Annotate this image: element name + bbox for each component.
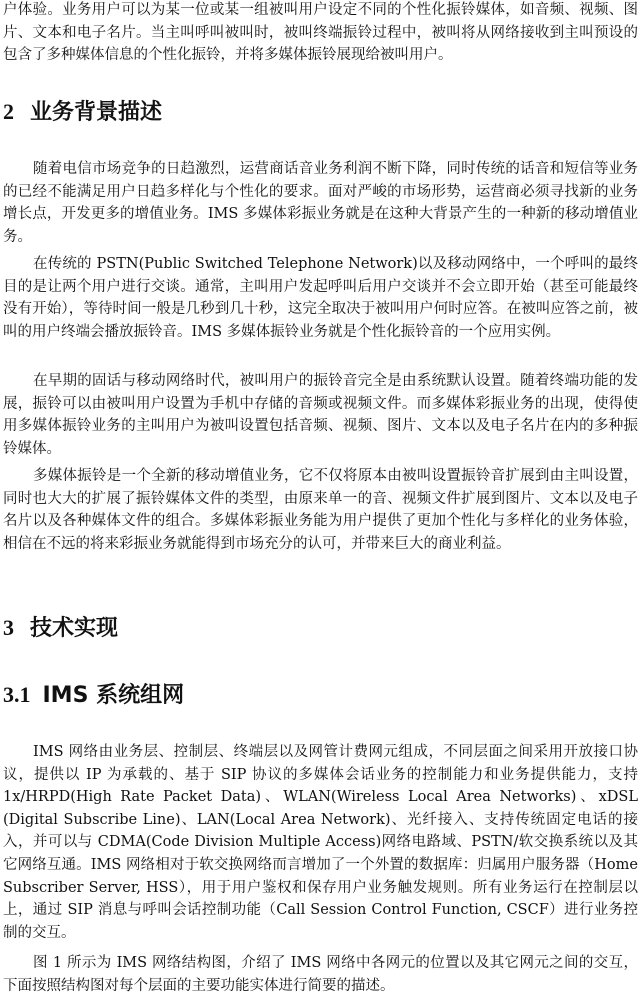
paragraph-background-4: 多媒体振铃是一个全新的移动增值业务，它不仅将原本由被叫设置振铃音扩展到由主叫设置，同时也大大的扩展了振铃媒体文件的类型，由原来单一的音、视频文件扩展到图片、文本以及电子名片以及各种媒体文件的组合。多媒体彩振业务能为用户提供了更加个性化与多样化的业务体验，相信在不远的将来彩振业务就能得到市场充分的认可，并带来巨大的商业利益。 (3, 468, 638, 552)
paragraph-ims-2: 图 1 所示为 IMS 网络结构图，介绍了 IMS 网络中各网元的位置以及其它网元之间的交互，下面按照结构图对每个层面的主要功能实体进行简要的描述。 (3, 955, 638, 994)
paragraph-background-1: 随着电信市场竞争的日趋激烈，运营商话音业务利润不断下降，同时传统的话音和短信等业务的已经不能满足用户日趋多样化与个性化的要求。面对严峻的市场形势，运营商必须寻找新的业务增长点，开发更多的增值业务。IMS 多媒体彩振业务就是在这种大背景产生的一种新的移动增值业务。 (3, 161, 638, 245)
section-heading-3 (3, 614, 118, 643)
section-title: 业务背景描述 (30, 100, 163, 125)
subsection-heading-3-1 (3, 681, 184, 710)
section-heading-2 (3, 98, 162, 127)
section-number: 3 (3, 615, 14, 640)
paragraph-background-3: 在早期的固话与移动网络时代，被叫用户的振铃音完全是由系统默认设置。随着终端功能的发展，振铃可以由被叫用户设置为手机中存储的音频或视频文件。而多媒体彩振业务的出现，使得使用多媒体振铃业务的主叫用户为被叫设置包括音频、视频、图片、文本以及电子名片在内的多种振铃媒体。 (3, 373, 638, 457)
paragraph-background-2: 在传统的 PSTN(Public Switched Telephone Network)以及移动网络中，一个呼叫的最终目的是让两个用户进行交谈。通常，主叫用户发起呼叫后用户交谈并不会立即开始（甚至可能最终没有开始），等待时间一般是几秒到几十秒，这完全取决于被叫用户何时应答。在被叫应答之前，被叫的用户终端会播放振铃音。IMS 多媒体振铃业务就是个性化振铃音的一个应用实例。 (3, 256, 638, 340)
section-title: 技术实现 (30, 616, 119, 641)
subsection-title: IMS 系统组网 (42, 683, 185, 708)
paragraph-ims-1: IMS 网络由业务层、控制层、终端层以及网管计费网元组成，不同层面之间采用开放接口协议，提供以 IP 为承载的、基于 SIP 协议的多媒体会话业务的控制能力和业务提供能力，支持 1x/HRPD(High Rate Packet Data)、WLAN(Wireless Local Area Networks)、xDSL (Digital Subscribe Line)、LAN(Local Area Network)、光纤接入、支持传统固定电话的接入，并可以与 CDMA(Code Division Multiple Access)网络电路域、PSTN/软交换系统以及其它网络互通。IMS 网络相对于软交换网络而言增加了一个外置的数据库：归属用户服务器（Home Subscriber Server, HSS），用于用户鉴权和保存用户业务触发规则。所有业务运行在控制层以上，通过 SIP 消息与呼叫会话控制功能（Call Session Control Function, CSCF）进行业务控制的交互。 (3, 744, 638, 941)
paragraph-intro-tail: 户体验。业务用户可以为某一位或某一组被叫用户设定不同的个性化振铃媒体，如音频、视频、图片、文本和电子名片。当主叫呼叫被叫时，被叫终端振铃过程中，被叫将从网络接收到主叫预设的包含了多种媒体信息的个性化振铃，并将多媒体振铃展现给被叫用户。 (3, 2, 638, 64)
section-number: 2 (3, 99, 14, 124)
subsection-number: 3.1 (3, 682, 31, 707)
